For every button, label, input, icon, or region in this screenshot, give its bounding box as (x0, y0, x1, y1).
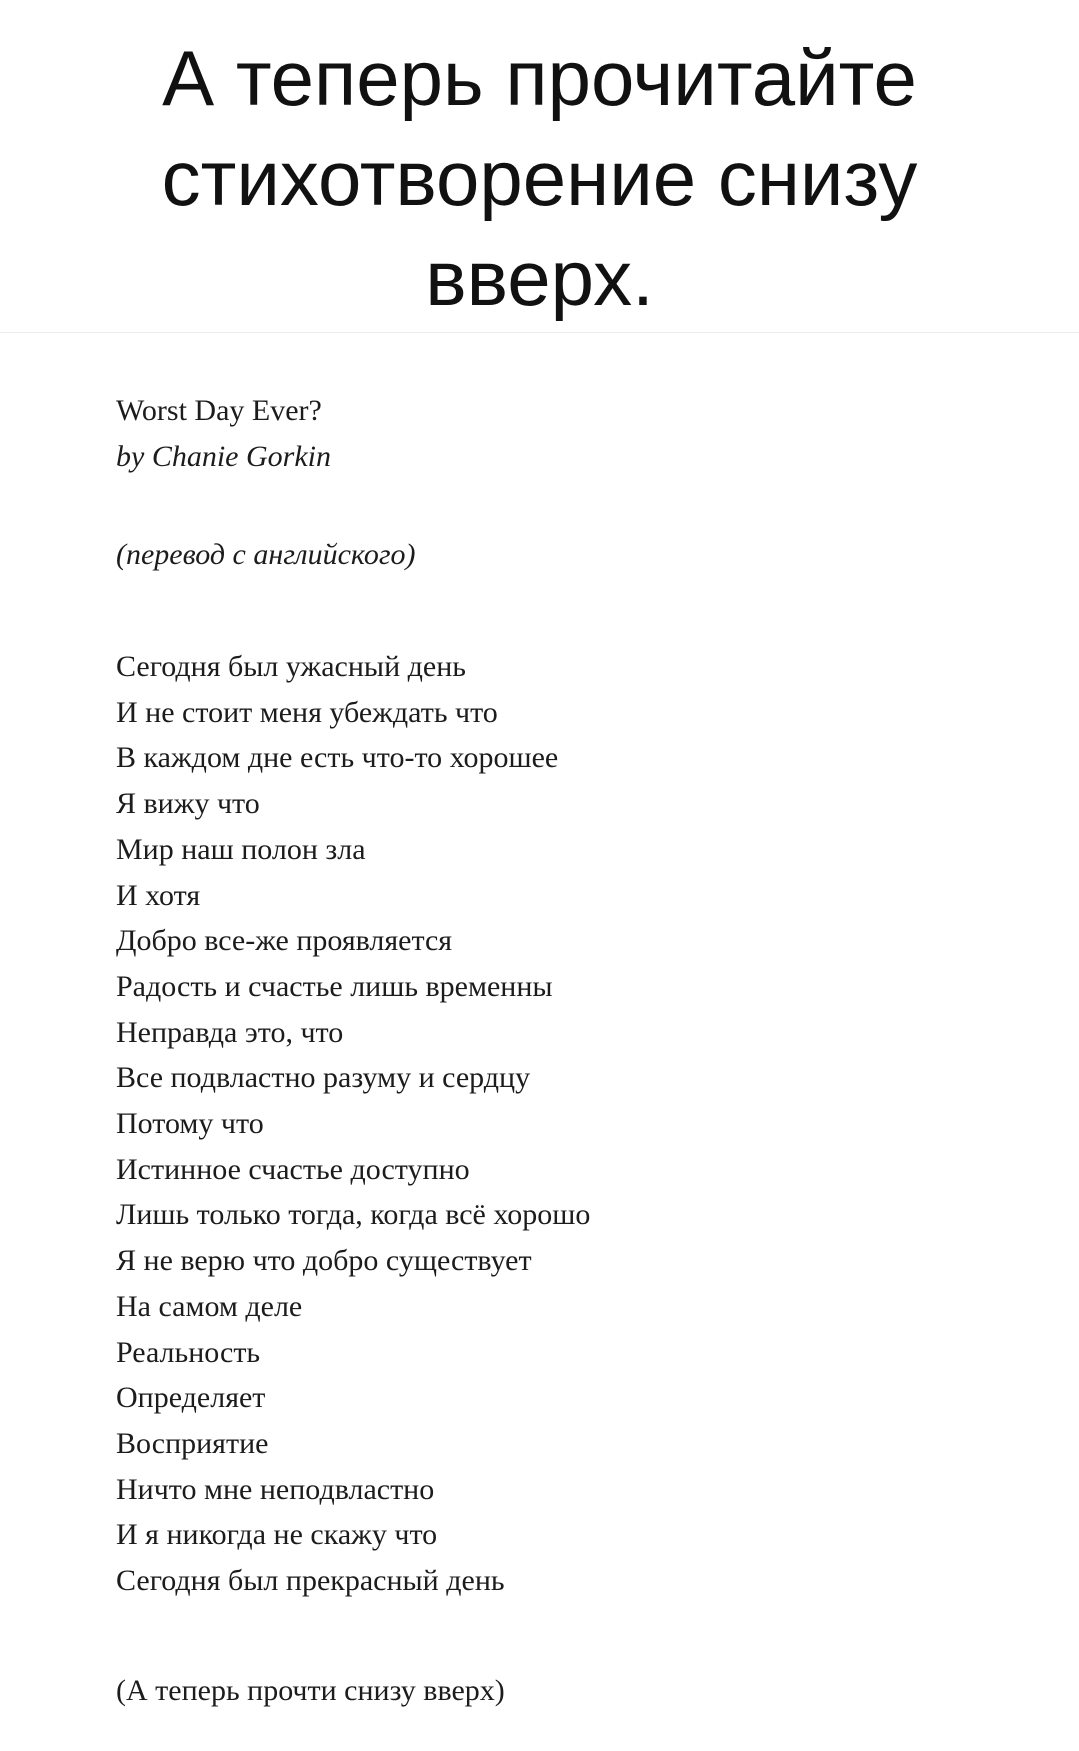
poem-line: Лишь только тогда, когда всё хорошо (116, 1198, 591, 1232)
poem-title: Worst Day Ever? (116, 394, 322, 427)
poem-page (116, 388, 1016, 1714)
headline-line-1: А теперь прочитайте (162, 34, 917, 122)
poem-line: И я никогда не скажу что (116, 1518, 438, 1552)
divider (0, 332, 1079, 333)
headline-line-2: стихотворение снизу (161, 134, 918, 222)
poem-footer: (А теперь прочти снизу вверх) (116, 1673, 505, 1707)
poem-author: by Chanie Gorkin (116, 440, 331, 473)
poem-line: Ничто мне неподвластно (116, 1472, 435, 1506)
headline (0, 28, 1079, 328)
poem-line: Добро все-же проявляется (116, 924, 453, 958)
poem-line: На самом деле (116, 1289, 303, 1323)
poem-line: Сегодня был прекрасный день (116, 1564, 505, 1598)
poem-line: Все подвластно разуму и сердцу (116, 1061, 531, 1095)
poem-body (116, 644, 1016, 1604)
poem-line: Я вижу что (116, 787, 260, 821)
poem-line: И хотя (116, 878, 201, 912)
translation-note: (перевод с английского) (116, 538, 416, 571)
headline-line-3: вверх. (425, 234, 654, 322)
poem-line: Восприятие (116, 1426, 269, 1460)
poem-line: Неправда это, что (116, 1015, 344, 1049)
poem-line: Потому что (116, 1107, 264, 1141)
poem-line: Мир наш полон зла (116, 832, 366, 866)
poem-line: Радость и счастье лишь временны (116, 969, 553, 1003)
poem-line: Я не верю что добро существует (116, 1244, 532, 1278)
poem-line: Определяет (116, 1381, 266, 1415)
poem-line: Реальность (116, 1335, 261, 1369)
poem-line: Сегодня был ужасный день (116, 650, 466, 683)
poem-line: Истинное счастье доступно (116, 1152, 470, 1186)
poem-line: В каждом дне есть что-то хорошее (116, 741, 559, 775)
poem-line: И не стоит меня убеждать что (116, 695, 498, 729)
